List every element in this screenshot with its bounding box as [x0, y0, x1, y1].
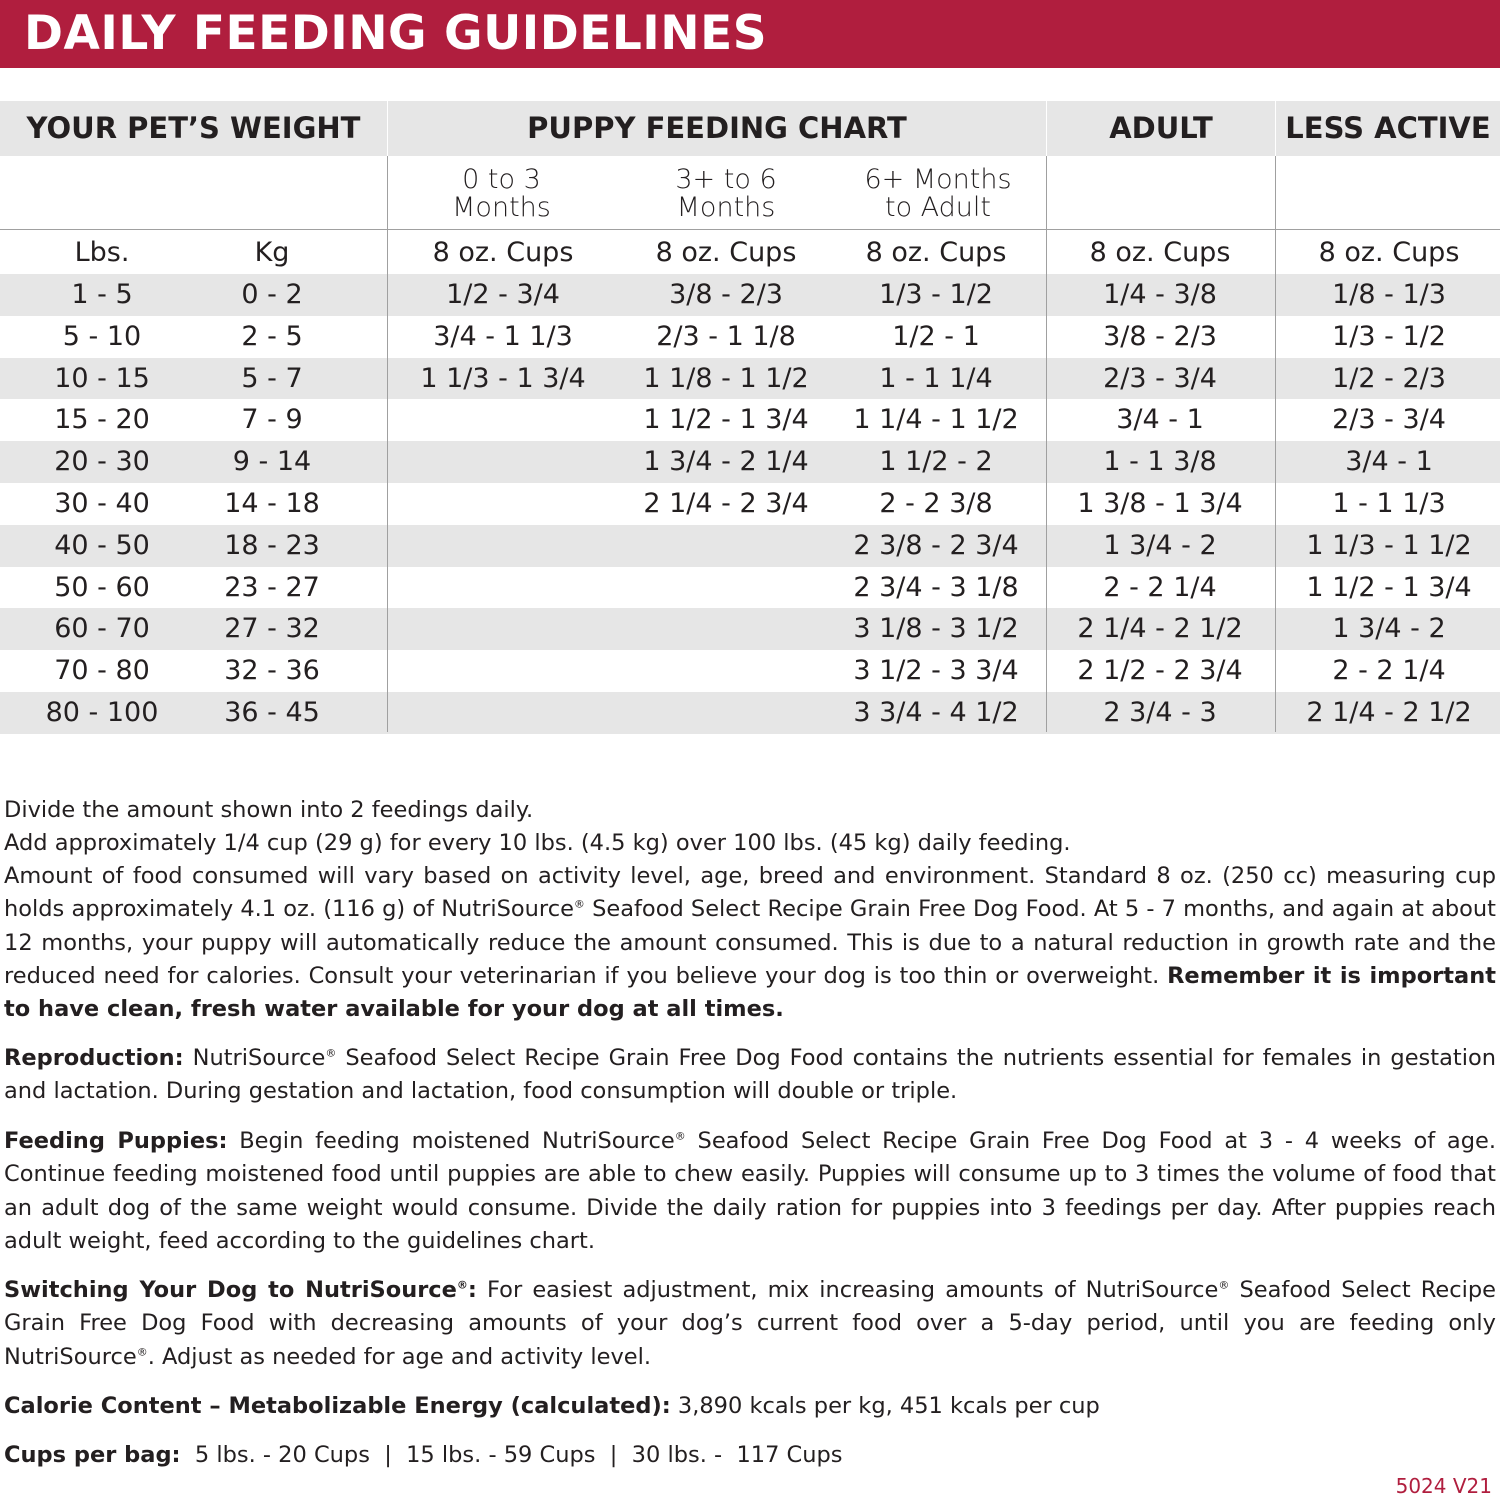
cell-p1: 1 1/3 - 1 3/4 [420, 362, 586, 394]
cell-p3: 1/2 - 1 [892, 320, 980, 352]
cell-p3: 1 1/2 - 2 [879, 446, 993, 478]
cell-p1 [400, 650, 606, 692]
cell-p2: 2 1/4 - 2 3/4 [643, 488, 809, 519]
cell-less: 1 1/2 - 1 3/4 [1306, 571, 1472, 603]
cell-p3: 2 - 2 3/8 [879, 488, 993, 519]
cups-per-bag: Cups per bag: 5 lbs. - 20 Cups | 15 lbs. - 59 Cups | 30 lbs. - 117 Cups [4, 1442, 843, 1468]
cell-p1 [400, 441, 606, 483]
cell-lbs: 20 - 30 [54, 446, 150, 478]
note-water-bold: Remember it is important to have clean, fresh water available for your dog at all times. [4, 962, 1496, 1023]
cell-kg: 9 - 14 [232, 446, 312, 478]
cell-lbs: 70 - 80 [54, 655, 150, 687]
cell-p1 [400, 525, 606, 567]
cell-adult: 3/4 - 1 [1116, 404, 1204, 436]
calorie-content: Calorie Content – Metabolizable Energy (calculated): 3,890 kcals per kg, 451 kcals per cup [4, 1393, 1100, 1419]
column-divider [387, 156, 388, 732]
unit-puppy-1: 8 oz. Cups [432, 237, 574, 268]
cell-p2 [623, 525, 829, 567]
header-adult: ADULT [1047, 101, 1275, 156]
cell-kg: 2 - 5 [241, 320, 303, 352]
cell-less: 1/2 - 2/3 [1332, 362, 1446, 394]
cell-p3: 1 - 1 1/4 [879, 362, 993, 394]
cell-p3: 3 1/2 - 3 3/4 [853, 655, 1019, 687]
unit-puppy-3: 8 oz. Cups [865, 237, 1007, 268]
cell-adult: 2 3/4 - 3 [1103, 697, 1217, 728]
cell-lbs: 60 - 70 [54, 613, 150, 645]
unit-less-active: 8 oz. Cups [1318, 237, 1460, 268]
unit-kg: Kg [254, 237, 290, 268]
column-divider [1275, 156, 1276, 732]
cell-p3: 3 1/8 - 3 1/2 [853, 613, 1019, 645]
cell-lbs: 5 - 10 [62, 320, 142, 352]
cell-less: 1 3/4 - 2 [1332, 613, 1446, 645]
cell-p1: 3/4 - 1 1/3 [433, 320, 573, 352]
cell-adult: 3/8 - 2/3 [1103, 320, 1217, 352]
cell-adult: 1 3/4 - 2 [1103, 529, 1217, 561]
page-title: DAILY FEEDING GUIDELINES [24, 6, 768, 61]
cell-adult: 2 1/2 - 2 3/4 [1077, 655, 1243, 687]
cell-adult: 2/3 - 3/4 [1103, 362, 1217, 394]
product-code: 5024 V21 [1395, 1474, 1492, 1498]
reproduction-paragraph: Reproduction: NutriSource® Seafood Select Recipe Grain Free Dog Food contains the nutrients essential for females in gestation and lactation. During gestation and lactation, food consumption will double or triple. [4, 1045, 1496, 1105]
feeding-puppies-paragraph: Feeding Puppies: Begin feeding moistened NutriSource® Seafood Select Recipe Grain Free Dog Food at 3 - 4 weeks of age. Continue feeding moistened food until puppies are able to chew easily. Puppies will consume up to 3 times the volume of food that an adult dog of the same weight would consume. Divide the daily ration for puppies into 3 feedings per day. After puppies reach adult weight, feed according to the guidelines chart. [4, 1128, 1496, 1254]
cell-less: 1/3 - 1/2 [1332, 320, 1446, 352]
cell-adult: 1 3/8 - 1 3/4 [1077, 488, 1243, 519]
cell-p2 [623, 692, 829, 734]
cell-lbs: 40 - 50 [54, 529, 150, 561]
cell-lbs: 15 - 20 [54, 404, 150, 436]
cell-p2: 3/8 - 2/3 [669, 279, 783, 310]
cell-kg: 32 - 36 [224, 655, 320, 687]
header-weight: YOUR PET’S WEIGHT [0, 101, 387, 156]
cell-p3: 3 3/4 - 4 1/2 [853, 697, 1019, 728]
cell-less: 1 1/3 - 1 1/2 [1306, 529, 1472, 561]
cell-p1 [400, 399, 606, 441]
cell-p1 [400, 608, 606, 650]
cell-p2: 1 1/2 - 1 3/4 [643, 404, 809, 436]
subheader-6-months-adult: 6+ Months to Adult [864, 164, 1012, 223]
unit-puppy-2: 8 oz. Cups [655, 237, 797, 268]
cell-p3: 1 1/4 - 1 1/2 [853, 404, 1019, 436]
cell-adult: 1/4 - 3/8 [1103, 279, 1217, 310]
cell-kg: 27 - 32 [224, 613, 320, 645]
cell-less: 3/4 - 1 [1345, 446, 1433, 478]
cell-lbs: 80 - 100 [45, 697, 159, 728]
note-additional: Add approximately 1/4 cup (29 g) for every 10 lbs. (4.5 kg) over 100 lbs. (45 kg) daily feeding. [4, 830, 1071, 856]
cell-adult: 2 1/4 - 2 1/2 [1077, 613, 1243, 645]
cell-lbs: 10 - 15 [54, 362, 150, 394]
cell-less: 2 1/4 - 2 1/2 [1306, 697, 1472, 728]
unit-lbs: Lbs. [74, 237, 130, 268]
cell-p2: 1 1/8 - 1 1/2 [643, 362, 809, 394]
note-amount-paragraph: Amount of food consumed will vary based on activity level, age, breed and environment. Standard 8 oz. (250 cc) measuring cup holds approximately 4.1 oz. (116 g) of NutriSource® Seafood Select Recipe Grain Free Dog Food. At 5 - 7 months, and again at about 12 months, your puppy will automatically reduce the amount consumed. This is due to a natural reduction in growth rate and the reduced need for calories. Consult your veterinarian if you believe your dog is too thin or overweight. Remember it is important to have clean, fresh water available for your dog at all times. [4, 863, 1496, 1023]
cell-p1: 1/2 - 3/4 [446, 279, 560, 310]
cell-kg: 0 - 2 [241, 279, 303, 310]
cell-adult: 1 - 1 3/8 [1103, 446, 1217, 478]
cell-p2: 2/3 - 1 1/8 [656, 320, 796, 352]
cell-lbs: 50 - 60 [54, 571, 150, 603]
cell-p1 [400, 483, 606, 525]
subheader-0-3-months: 0 to 3 Months [452, 164, 551, 223]
cell-p1 [400, 567, 606, 609]
cell-less: 1/8 - 1/3 [1332, 279, 1446, 310]
column-divider [1046, 156, 1047, 732]
cell-p3: 2 3/4 - 3 1/8 [853, 571, 1019, 603]
subheader-3-6-months: 3+ to 6 Months [675, 164, 777, 223]
cell-lbs: 30 - 40 [54, 488, 150, 519]
note-feedings: Divide the amount shown into 2 feedings daily. [4, 797, 534, 823]
switching-paragraph: Switching Your Dog to NutriSource®: For easiest adjustment, mix increasing amounts of NutriSource® Seafood Select Recipe Grain Free Dog Food with decreasing amounts of your dog’s current food over a 5-day period, until you are feeding only NutriSource®. Adjust as needed for age and activity level. [4, 1277, 1497, 1370]
cell-less: 1 - 1 1/3 [1332, 488, 1446, 519]
cell-p3: 2 3/8 - 2 3/4 [853, 529, 1019, 561]
cell-kg: 5 - 7 [241, 362, 303, 394]
cell-adult: 2 - 2 1/4 [1103, 571, 1217, 603]
cell-p2 [623, 567, 829, 609]
unit-adult: 8 oz. Cups [1089, 237, 1231, 268]
cell-p3: 1/3 - 1/2 [879, 279, 993, 310]
header-puppy: PUPPY FEEDING CHART [388, 101, 1046, 156]
cell-kg: 23 - 27 [224, 571, 320, 603]
cell-lbs: 1 - 5 [71, 279, 133, 310]
cell-less: 2/3 - 3/4 [1332, 404, 1446, 436]
cell-less: 2 - 2 1/4 [1332, 655, 1446, 687]
cell-p2: 1 3/4 - 2 1/4 [643, 446, 809, 478]
cell-p2 [623, 650, 829, 692]
title-banner [0, 0, 1500, 68]
header-less-active: LESS ACTIVE [1276, 101, 1500, 156]
cell-p1 [400, 692, 606, 734]
cell-kg: 36 - 45 [224, 697, 320, 728]
cell-kg: 14 - 18 [224, 488, 320, 519]
cell-kg: 18 - 23 [224, 529, 320, 561]
cell-kg: 7 - 9 [241, 404, 303, 436]
cell-p2 [623, 608, 829, 650]
